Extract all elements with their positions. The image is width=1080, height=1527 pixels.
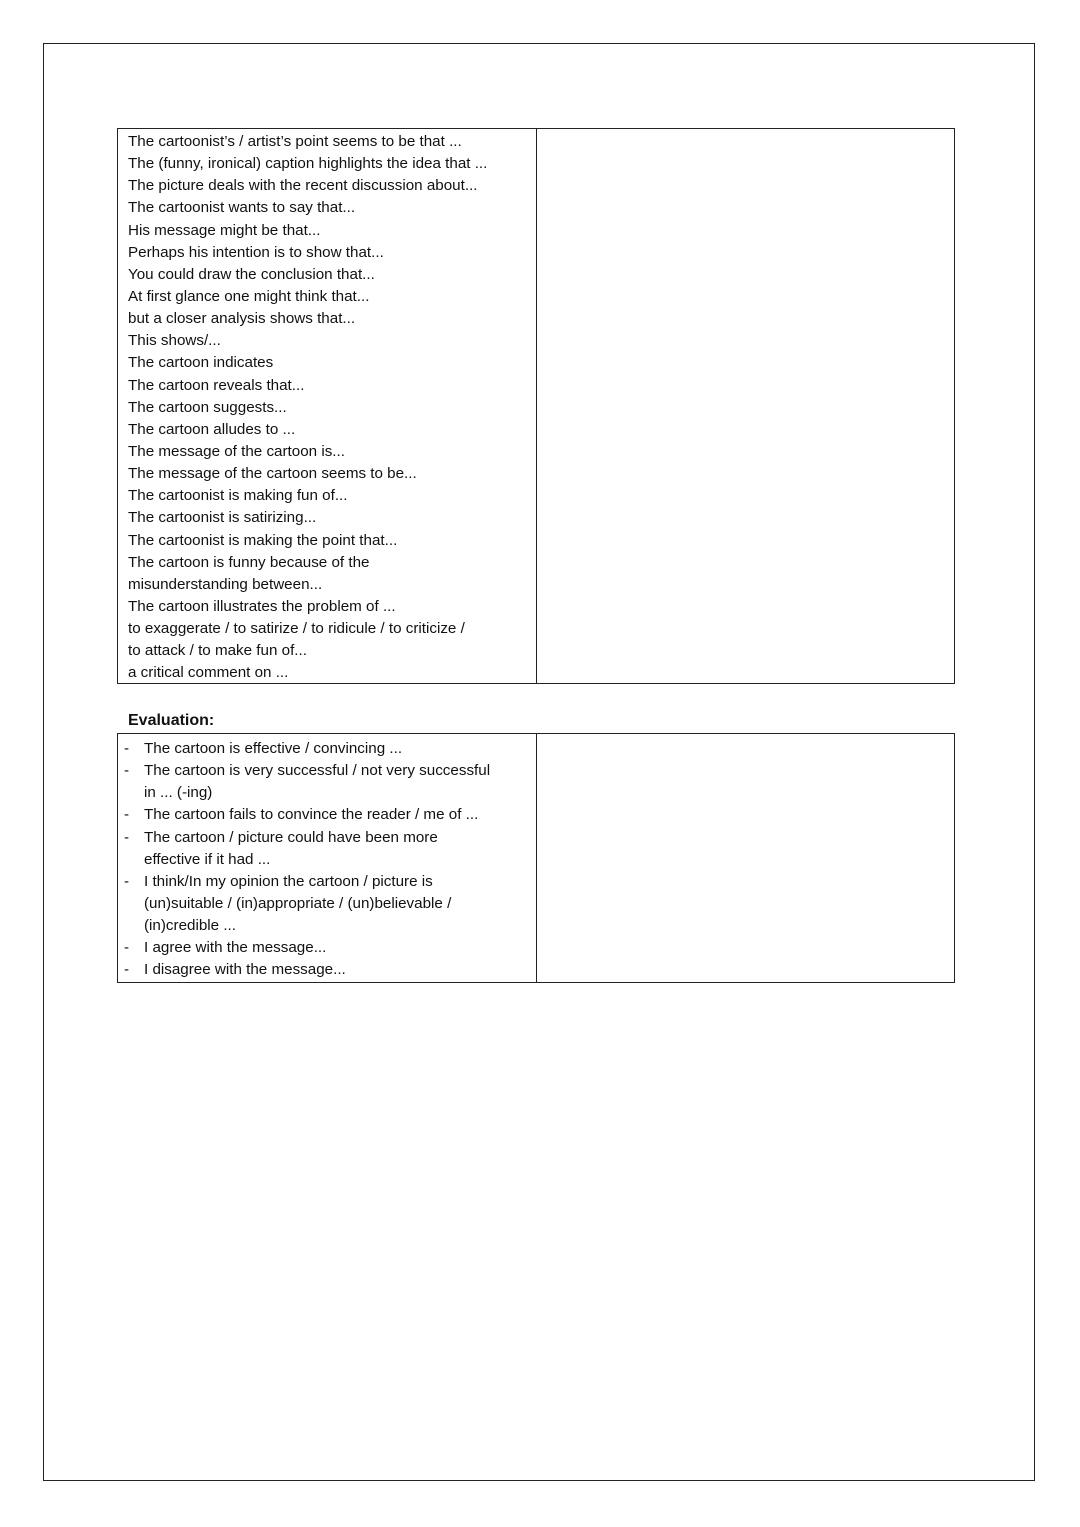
evaluation-list-item [124, 959, 536, 981]
phrase-line: misunderstanding between... [128, 575, 323, 593]
phrase-line: You could draw the conclusion that... [128, 265, 375, 283]
phrase-line: The picture deals with the recent discussion about... [128, 177, 478, 195]
phrase-line: The cartoon is funny because of the [128, 553, 370, 571]
phrase-line: The (funny, ironical) caption highlights the idea that ... [128, 155, 488, 173]
phrase-line: The cartoon reveals that... [128, 376, 305, 394]
evaluation-line: The cartoon fails to convince the reader / me of ... [144, 806, 479, 824]
analysis-phrases-cell [118, 129, 537, 683]
evaluation-line: I think/In my opinion the cartoon / picture is [144, 872, 433, 890]
evaluation-line: I agree with the message... [144, 939, 327, 957]
evaluation-line: (in)credible ... [144, 917, 237, 935]
analysis-notes-cell [537, 129, 954, 683]
evaluation-phrases-table [117, 733, 955, 983]
bullet-dash: - [124, 828, 130, 846]
bullet-dash: - [124, 762, 130, 780]
bullet-dash: - [124, 872, 130, 890]
phrase-line: The message of the cartoon is... [128, 442, 345, 460]
evaluation-list-item [124, 827, 536, 871]
phrase-line: The cartoonist wants to say that... [128, 199, 356, 217]
bullet-dash: - [124, 740, 130, 757]
phrase-line: a critical comment on ... [128, 664, 289, 682]
bullet-dash: - [124, 806, 130, 824]
evaluation-list-item [124, 871, 536, 937]
evaluation-phrases-cell [118, 734, 537, 982]
phrase-line: At first glance one might think that... [128, 287, 370, 305]
bullet-dash: - [124, 939, 130, 957]
evaluation-line: The cartoon is very successful / not very successful [144, 762, 491, 780]
phrase-line: This shows/... [128, 332, 221, 350]
phrase-line: The cartoonist is satirizing... [128, 509, 317, 527]
evaluation-line: I disagree with the message... [144, 961, 346, 979]
phrase-line: The cartoon alludes to ... [128, 420, 296, 438]
evaluation-list-item [124, 738, 536, 760]
evaluation-list-item [124, 804, 536, 826]
evaluation-list-item [124, 937, 536, 959]
phrase-line: but a closer analysis shows that... [128, 310, 356, 328]
phrase-line: His message might be that... [128, 221, 321, 239]
evaluation-line: effective if it had ... [144, 850, 271, 868]
phrase-line: The cartoon suggests... [128, 398, 287, 416]
phrase-line: Perhaps his intention is to show that... [128, 243, 384, 261]
evaluation-line: The cartoon / picture could have been more [144, 828, 438, 846]
bullet-dash: - [124, 961, 130, 979]
phrase-line: The cartoon illustrates the problem of ... [128, 597, 396, 615]
evaluation-notes-cell [537, 734, 954, 982]
phrase-line: to exaggerate / to satirize / to ridicule / to criticize / [128, 620, 465, 638]
evaluation-line: in ... (-ing) [144, 784, 213, 802]
phrase-line: The message of the cartoon seems to be... [128, 465, 417, 483]
evaluation-line: The cartoon is effective / convincing ... [144, 740, 403, 757]
phrase-line: to attack / to make fun of... [128, 642, 307, 660]
phrase-line: The cartoon indicates [128, 354, 274, 372]
phrase-line: The cartoonist is making fun of... [128, 487, 348, 505]
phrase-line: The cartoonist is making the point that... [128, 531, 398, 549]
evaluation-list-item [124, 760, 536, 804]
phrase-line: The cartoonist’s / artist’s point seems to be that ... [128, 133, 462, 150]
evaluation-heading: Evaluation: [128, 712, 215, 729]
analysis-phrases-table [117, 128, 955, 684]
evaluation-line: (un)suitable / (in)appropriate / (un)believable / [144, 894, 452, 912]
